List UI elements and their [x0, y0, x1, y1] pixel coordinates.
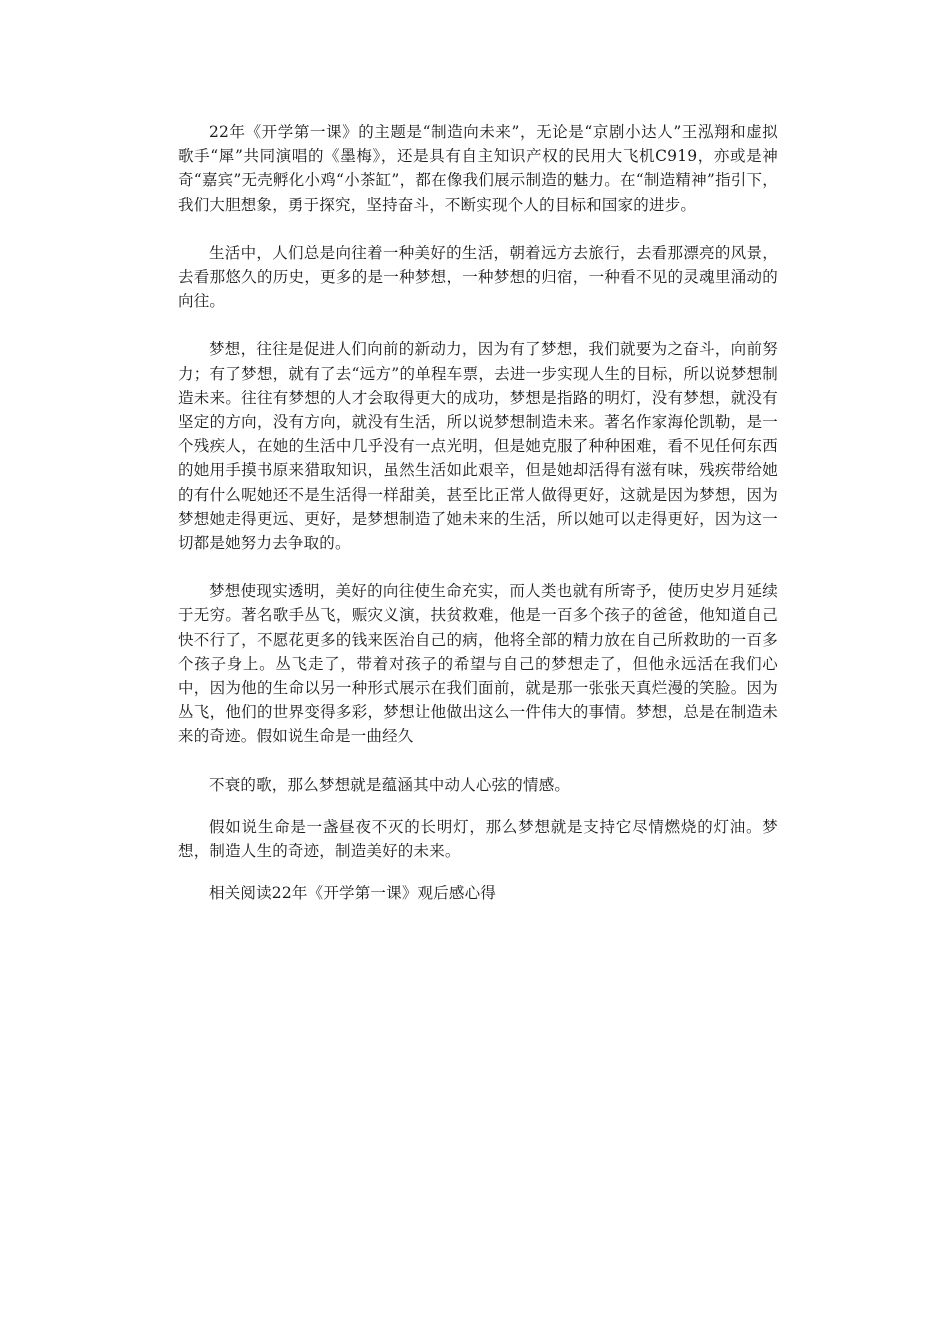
paragraph-dream-motivation: 梦想，往往是促进人们向前的新动力，因为有了梦想，我们就要为之奋斗，向前努力；有了梦想，就有了去“远方”的单程车票，去进一步实现人生的目标，所以说梦想制造未来。往往有梦想的人才会取得更大的成功，梦想是指路的明灯，没有梦想，就没有坚定的方向，没有方向，就没有生活，所以说梦想制造未来。著名作家海伦凯勒，是一个残疾人，在她的生活中几乎没有一点光明，但是她克服了种种困难，看不见任何东西的她用手摸书原来猎取知识，虽然生活如此艰辛，但是她却活得有滋有味，残疾带给她的有什么呢她还不是生活得一样甜美，甚至比正常人做得更好，这就是因为梦想，因为梦想她走得更远、更好，是梦想制造了她未来的生活，所以她可以走得更好，因为这一切都是她努力去争取的。	[178, 340, 778, 553]
paragraph-song-emotion: 不衰的歌，那么梦想就是蕴涵其中动人心弦的情感。	[209, 775, 571, 794]
related-reading-link[interactable]: 相关阅读22年《开学第一课》观后感心得	[209, 884, 497, 903]
paragraph-theme-intro: 22年《开学第一课》的主题是“制造向未来”，无论是“京剧小达人”王泓翔和虚拟歌手“犀”共同演唱的《墨梅》，还是具有自主知识产权的民用大飞机C919，亦或是神奇“嘉宾”无壳孵化小鸡“小茶缸”，都在像我们展示制造的魅力。在“制造精神”指引下，我们大胆想象，勇于探究，坚持奋斗，不断实现个人的目标和国家的进步。	[178, 123, 778, 214]
document-body	[178, 120, 778, 905]
paragraph-cong-fei: 梦想使现实透明，美好的向往使生命充实，而人类也就有所寄予，使历史岁月延续于无穷。著名歌手丛飞，赈灾义演，扶贫救难，他是一百多个孩子的爸爸，他知道自己快不行了，不愿花更多的钱来医治自己的病，他将全部的精力放在自己所救助的一百多个孩子身上。丛飞走了，带着对孩子的希望与自己的梦想走了，但他永远活在我们心中，因为他的生命以另一种形式展示在我们面前，就是那一张张天真烂漫的笑脸。因为丛飞，他们的世界变得多彩，梦想让他做出这么一件伟大的事情。梦想，总是在制造未来的奇迹。假如说生命是一曲经久	[178, 582, 778, 746]
paragraph-life-dream: 生活中，人们总是向往着一种美好的生活，朝着远方去旅行，去看那漂亮的风景，去看那悠久的历史，更多的是一种梦想，一种梦想的归宿，一种看不见的灵魂里涌动的向往。	[178, 243, 778, 311]
paragraph-lamp-oil: 假如说生命是一盏昼夜不灭的长明灯，那么梦想就是支持它尽情燃烧的灯油。梦想，制造人生的奇迹，制造美好的未来。	[178, 817, 778, 861]
